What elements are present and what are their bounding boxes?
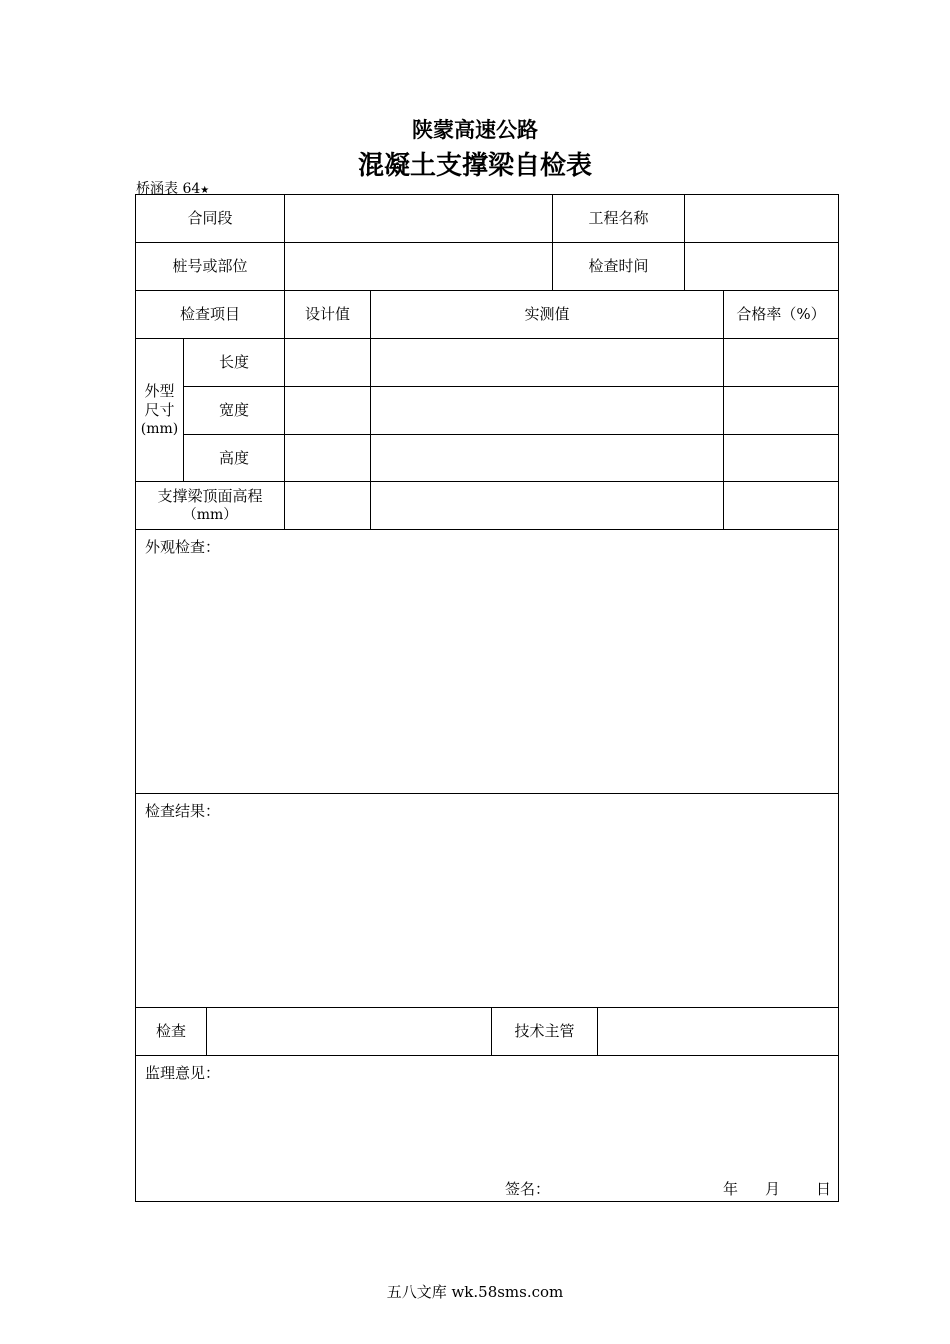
length-measured-field[interactable] [371, 339, 723, 386]
elevation-label [136, 482, 284, 529]
tech-lead-label: 技术主管 [514, 1022, 575, 1040]
row-length-label: 长度 [218, 353, 249, 371]
appearance-check-label: 外观检查： [145, 538, 221, 556]
check-time-field[interactable] [685, 243, 838, 290]
group-line: 外型 [144, 381, 175, 400]
height-design-field[interactable] [285, 435, 370, 481]
col-design-header: 设计值 [304, 305, 350, 323]
year-label: 年 [723, 1180, 739, 1198]
width-measured-field[interactable] [371, 387, 723, 434]
project-name-label: 工程名称 [588, 209, 649, 227]
group-line: (mm) [140, 420, 179, 437]
month-label: 月 [765, 1180, 781, 1198]
form-number-text: 桥涵表 64 [136, 181, 201, 197]
length-pass-rate-field[interactable] [724, 339, 838, 386]
col-measured-header: 实测值 [524, 305, 570, 323]
inspector-field[interactable] [207, 1008, 491, 1055]
form-title: 混凝土支撑梁自检表 [357, 151, 592, 181]
elevation-measured-field[interactable] [371, 482, 723, 529]
station-field[interactable] [285, 243, 552, 290]
width-design-field[interactable] [285, 387, 370, 434]
elevation-label-line: 支撑梁顶面高程 [157, 486, 263, 505]
project-title: 陕蒙高速公路 [412, 118, 538, 142]
elevation-design-field[interactable] [285, 482, 370, 529]
appearance-check-section[interactable] [136, 530, 838, 793]
station-label: 桩号或部位 [172, 257, 248, 275]
footer-watermark: 五八文库 wk.58sms.com [386, 1283, 564, 1301]
col-item-header: 检查项目 [179, 305, 240, 323]
row-width-label: 宽度 [218, 401, 249, 419]
project-name-field[interactable] [685, 195, 838, 242]
check-result-label: 检查结果： [145, 802, 221, 820]
tech-lead-field[interactable] [598, 1008, 838, 1055]
group-line: 尺寸 [144, 400, 175, 419]
day-label: 日 [816, 1180, 832, 1198]
length-design-field[interactable] [285, 339, 370, 386]
col-pass-rate-header: 合格率（%） [736, 305, 826, 323]
star-icon: ★ [200, 185, 210, 196]
row-height-label: 高度 [218, 448, 249, 467]
dimension-group-label [136, 339, 183, 481]
height-measured-field[interactable] [371, 435, 723, 481]
height-pass-rate-field[interactable] [724, 435, 838, 481]
contract-field[interactable] [285, 195, 552, 242]
signature-label: 签名： [505, 1180, 551, 1198]
supervision-label: 监理意见： [145, 1064, 221, 1082]
check-result-section[interactable] [136, 794, 838, 1007]
elevation-unit: （mm） [182, 506, 238, 523]
elevation-pass-rate-field[interactable] [724, 482, 838, 529]
inspector-label: 检查 [155, 1022, 186, 1040]
contract-label: 合同段 [187, 209, 233, 227]
check-time-label: 检查时间 [588, 257, 649, 275]
width-pass-rate-field[interactable] [724, 387, 838, 434]
